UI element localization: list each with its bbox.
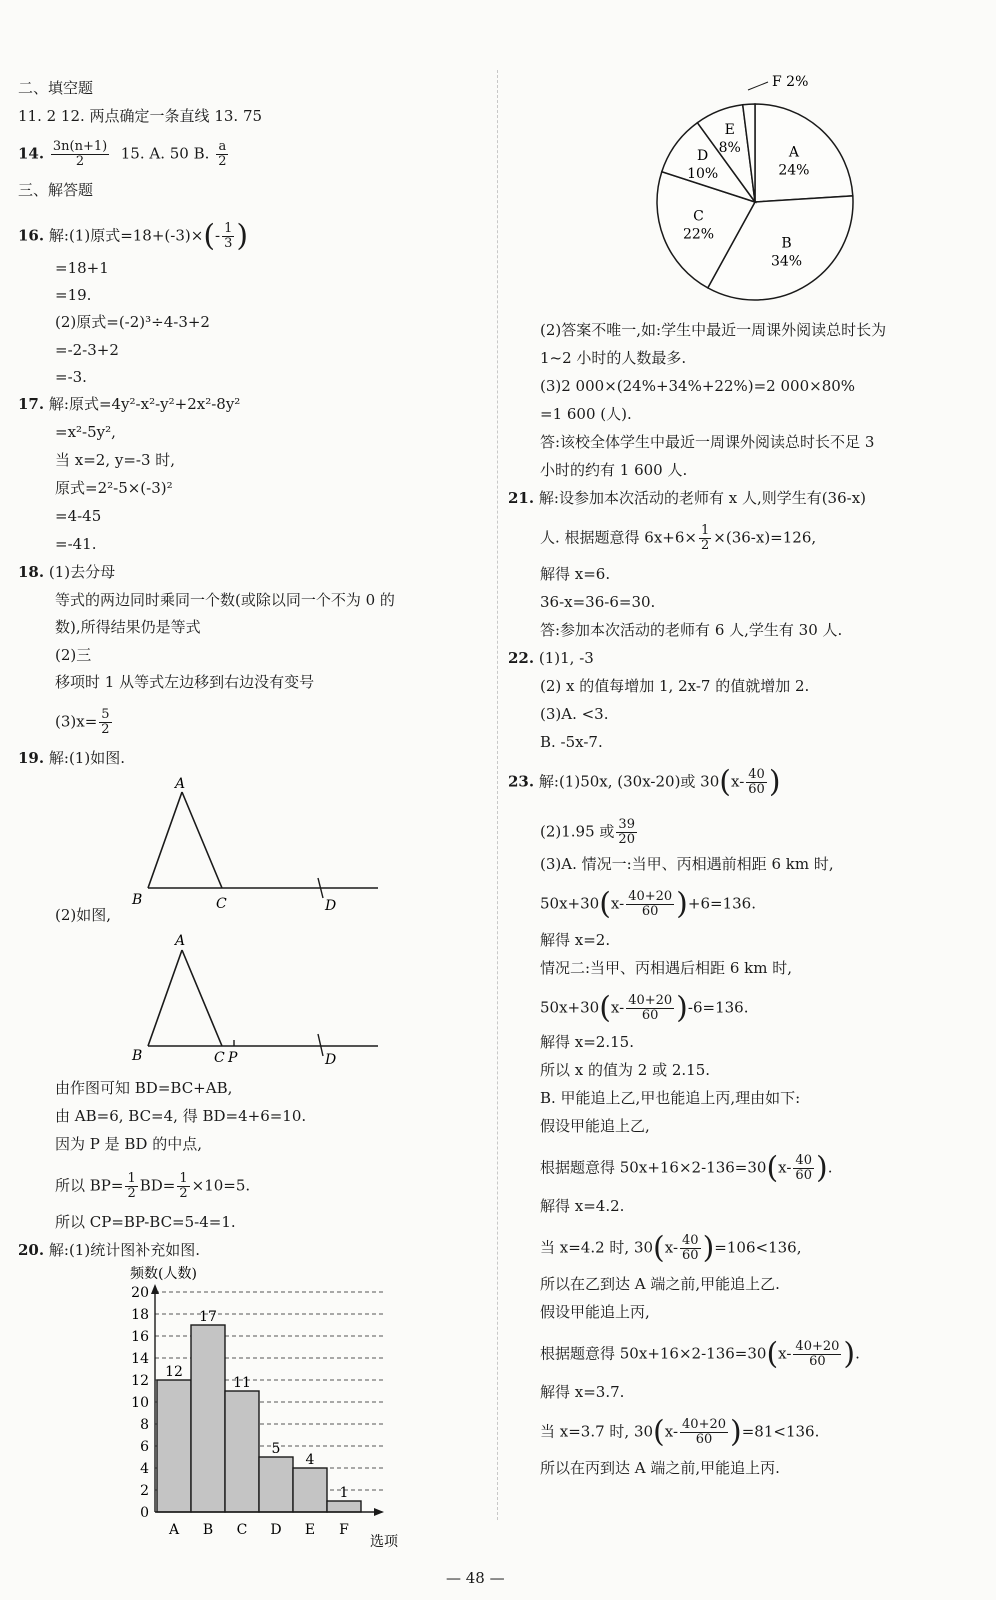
answer-21-line5: 答:参加本次活动的老师有 6 人,学生有 30 人. [540,621,843,639]
answer-17-line3: 当 x=2, y=-3 时, [55,451,176,469]
point-d-label: D [325,898,337,914]
segment-ac [182,792,222,888]
y-tick-10: 10 [131,1395,149,1411]
answer-16-line4: (2)原式=(-2)³÷4-3+2 [55,313,210,331]
page-number: — 48 — [446,1569,505,1587]
x-axis-arrow-icon [374,1508,384,1516]
point-b-label: B [132,1048,143,1064]
y-tick-4: 4 [140,1461,149,1477]
answer-22-line1: 22. (1)1, -3 [508,649,594,667]
answer-23-line12: 根据题意得 50x+16×2-136=30(x- $\frac{40}{60}$ ). [540,1150,833,1186]
frequency-bar-chart [80,1262,420,1552]
answer-23-line5: 解得 x=2. [540,931,611,949]
point-a-label: A [175,933,186,949]
y-tick-2: 2 [140,1483,149,1499]
answer-16-line6: =-3. [55,368,87,386]
point-c-label: C [214,1050,225,1066]
answer-21-line2: 人. 根据题意得 6x+6× $\frac{1}{2}$ ×(36-x)=126, [540,523,817,553]
answer-19-line5: 因为 P 是 BD 的中点, [55,1135,202,1153]
answer-22-line2: (2) x 的值每增加 1, 2x-7 的值就增加 2. [540,677,810,695]
pie-annotation-f: F 2% [772,74,809,90]
answer-21-line3: 解得 x=6. [540,565,611,583]
answer-18-line4: (2)三 [55,646,92,664]
answer-18-line3: 数),所得结果仍是等式 [55,618,201,636]
answer-18-line2: 等式的两边同时乘同一个数(或除以同一个不为 0 的 [55,591,395,609]
bar-d [259,1457,293,1512]
pie-label-c: C [693,208,704,225]
bar-a [157,1380,191,1512]
point-c-label: C [216,896,227,912]
x-tick-a: A [168,1522,180,1538]
answer-23-line17: 根据题意得 50x+16×2-136=30(x- $\frac{40+20}{60}$ ). [540,1336,860,1372]
geometry-figure-2 [120,930,390,1070]
pie-percent-c: 22% [682,226,715,243]
y-tick-18: 18 [131,1307,149,1323]
answer-23-line3: (3)A. 情况一:当甲、丙相遇前相距 6 km 时, [540,855,834,873]
answer-20-line4: (3)2 000×(24%+34%+22%)=2 000×80% [540,377,856,395]
answer-23-line14: 当 x=4.2 时, 30(x- $\frac{40}{60}$ )=106<136, [540,1230,802,1266]
chart-y-ticks [131,1285,149,1521]
bar-value-c: 11 [233,1375,251,1391]
y-tick-14: 14 [131,1351,149,1367]
point-p-label: P [228,1050,238,1066]
pie-percent-e: 8% [718,140,741,157]
reading-time-pie-chart [640,70,880,320]
answer-16-line2: =18+1 [55,259,109,277]
y-tick-6: 6 [140,1439,149,1455]
point-d-label: D [325,1052,337,1068]
answer-23-line15: 所以在乙到达 A 端之前,甲能追上乙. [540,1275,780,1293]
pie-label-a: A [788,144,799,161]
section-fill-blank-heading: 二、填空题 [18,79,94,97]
pie-percent-b: 34% [770,253,803,270]
answer-23-line19: 当 x=3.7 时, 30(x- $\frac{40+20}{60}$ )=81<136. [540,1414,820,1450]
fraction: $\frac{a}{2}$ [218,139,227,169]
x-tick-e: E [304,1522,316,1538]
answer-19-line2: (2)如图, [55,906,112,924]
y-tick-20: 20 [131,1285,149,1301]
column-divider [497,70,498,1520]
answer-22-line3: (3)A. <3. [540,705,609,723]
bar-value-a: 12 [165,1364,183,1380]
answer-22-line4: B. -5x-7. [540,733,603,751]
answer-20-line2: (2)答案不唯一,如:学生中最近一周课外阅读总时长为 [540,321,887,339]
x-tick-d: D [270,1522,282,1538]
answer-17-line6: =-41. [55,535,97,553]
pie-slices [657,104,853,300]
answer-23-line1: 23. 解:(1)50x, (30x-20)或 30(x- $\frac{40}{60}$ ) [508,764,781,800]
x-tick-b: B [202,1522,214,1538]
answer-16-line3: =19. [55,286,92,304]
chart-bars [157,1325,361,1512]
answer-18-line1: 18. (1)去分母 [18,563,116,581]
pie-percent-a: 24% [778,162,810,179]
answer-17-line2: =x²-5y², [55,423,116,441]
section-solutions-heading: 三、解答题 [18,181,94,199]
pie-label-e: E [724,122,735,139]
answer-23-line16: 假设甲能追上丙, [540,1303,650,1321]
answer-19-line7: 所以 CP=BP-BC=5-4=1. [55,1213,236,1231]
answer-23-line8: 解得 x=2.15. [540,1033,634,1051]
answer-17-line4: 原式=2²-5×(-3)² [55,479,173,497]
answer-17-line1: 17. 解:原式=4y²-x²-y²+2x²-8y² [18,395,241,413]
answer-18-line5: 移项时 1 从等式左边移到右边没有变号 [55,673,315,691]
pie-percent-d: 10% [687,165,719,182]
bar-value-f: 1 [339,1485,349,1501]
answer-19-line4: 由 AB=6, BC=4, 得 BD=4+6=10. [55,1107,307,1125]
point-a-label: A [175,776,186,792]
geometry-figure-1 [120,770,390,920]
answer-23-line6: 情况二:当甲、丙相遇后相距 6 km 时, [540,959,792,977]
pie-label-b: B [781,235,792,252]
answer-23-line11: 假设甲能追上乙, [540,1117,650,1135]
answer-20-line5: =1 600 (人). [540,405,632,423]
answer-19-line1: 19. 解:(1)如图. [18,749,125,767]
answer-21-line4: 36-x=36-6=30. [540,593,656,611]
bar-e [293,1468,327,1512]
point-b-label: B [132,892,143,908]
answer-21-line1: 21. 解:设参加本次活动的老师有 x 人,则学生有(36-x) [508,489,867,507]
y-axis-arrow-icon [151,1284,159,1294]
answer-23-line18: 解得 x=3.7. [540,1383,625,1401]
segment-ac [182,950,222,1046]
answer-17-line5: =4-45 [55,507,102,525]
answer-14-15: 14. $\frac{3n(n+1)}{2}$ 15. A. 50 B. $\frac{a}{2}$ [18,139,227,169]
arc-mark [318,1034,323,1056]
chart-x-ticks [168,1522,349,1538]
bar-c [225,1391,259,1512]
bar-value-d: 5 [271,1441,281,1457]
y-tick-0: 0 [140,1505,149,1521]
fraction: $\frac{3n(n+1)}{2}$ [52,139,108,169]
bar-value-b: 17 [199,1309,217,1325]
segment-ab [148,950,182,1046]
answer-23-line9: 所以 x 的值为 2 或 2.15. [540,1061,711,1079]
y-tick-12: 12 [131,1373,149,1389]
answer-23-line7: 50x+30(x- $\frac{40+20}{60}$ )-6=136. [540,990,749,1026]
y-tick-8: 8 [140,1417,149,1433]
bar-f [327,1501,361,1512]
answer-23-line2: (2)1.95 或 $\frac{39}{20}$ [540,817,635,847]
answer-20-line3: 1~2 小时的人数最多. [540,349,687,367]
answer-11-13: 11. 2 12. 两点确定一条直线 13. 75 [18,107,263,125]
x-tick-f: F [339,1522,349,1538]
answer-23-line10: B. 甲能追上乙,甲也能追上丙,理由如下: [540,1089,801,1107]
answer-19-line6: 所以 BP= $\frac{1}{2}$ BD= $\frac{1}{2}$ ×10=5. [55,1171,251,1201]
pie-label-d: D [697,147,709,164]
answer-23-line13: 解得 x=4.2. [540,1197,625,1215]
answer-23-line4: 50x+30(x- $\frac{40+20}{60}$ )+6=136. [540,886,756,922]
answer-18-line6: (3)x= $\frac{5}{2}$ [55,707,110,737]
answer-20-line7: 小时的约有 1 600 人. [540,461,688,479]
pie-annotation-leader [748,82,768,90]
answer-23-line20: 所以在丙到达 A 端之前,甲能追上丙. [540,1459,780,1477]
x-tick-c: C [236,1522,248,1538]
chart-x-axis-label: 选项 [370,1534,398,1550]
answer-20-line6: 答:该校全体学生中最近一周课外阅读总时长不足 3 [540,433,875,451]
segment-ab [148,792,182,888]
bar-b [191,1325,225,1512]
y-tick-16: 16 [131,1329,149,1345]
chart-y-axis-label: 频数(人数) [130,1266,197,1282]
bar-value-e: 4 [305,1452,315,1468]
answer-20-line1: 20. 解:(1)统计图补充如图. [18,1241,200,1259]
answer-19-line3: 由作图可知 BD=BC+AB, [55,1079,233,1097]
answer-16-line1: 16. 解:(1)原式=18+(-3)×(- $\frac{1}{3}$ ) [18,218,249,254]
answer-16-line5: =-2-3+2 [55,341,119,359]
pie-slice-a [755,104,853,202]
